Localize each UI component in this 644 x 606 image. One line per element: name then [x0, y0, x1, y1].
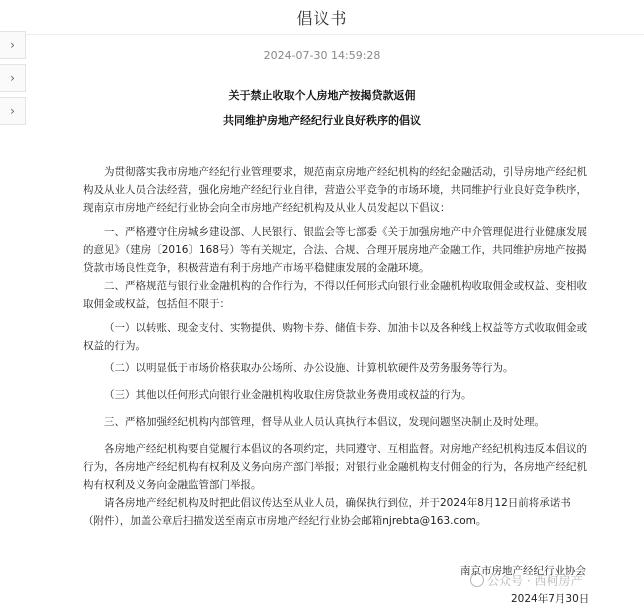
- title-divider: [26, 34, 644, 35]
- publish-timestamp: 2024-07-30 14:59:28: [263, 49, 381, 62]
- signature-organization: 南京市房地产经纪行业协会: [460, 565, 586, 577]
- paragraph-subitem-3: （三）其他以任何形式向银行业金融机构收取住房贷款业务费用或权益的行为。: [104, 389, 472, 401]
- wechat-icon: [470, 573, 484, 587]
- document-heading-line2: 共同维护房地产经纪行业良好秩序的倡议: [223, 114, 421, 127]
- paragraph-item-3: 三、严格加强经纪机构内部管理，督导从业人员认真执行本倡议，发现问题坚决制止及时处理。: [104, 416, 545, 428]
- paragraph-item-1: 一、严格遵守住房城乡建设部、人民银行、银监会等七部委《关于加强房地产中介管理促进行业健康发展的意见》（建房〔2016〕168号）等有关规定，合法、合规、合理开展房地产金融工作，共同维护房地产按揭贷款市场良性竞争，积极营造有利于房地产市场平稳健康发展的金融环境。: [83, 226, 587, 274]
- chevron-right-icon: ›: [10, 38, 15, 52]
- paragraph-intro: 为贯彻落实我市房地产经纪行业管理要求，规范南京房地产经纪机构的经纪金融活动，引导房地产经纪机构及从业人员合法经营，强化房地产经纪行业自律，营造公平竞争的市场环境，共同维护行业良好竞争秩序，现南京市房地产经纪行业协会向全市房地产经纪机构及从业人员发起以下倡议：: [83, 166, 587, 214]
- paragraph-subitem-1: （一）以转账、现金支付、实物提供、购物卡券、储值卡券、加油卡以及各种线上权益等方式收取佣金或权益的行为。: [83, 322, 587, 352]
- chevron-right-icon: ›: [10, 71, 15, 85]
- page-title: 倡议书: [296, 9, 348, 28]
- paragraph-subitem-2: （二）以明显低于市场价格获取办公场所、办公设施、计算机软硬件及劳务服务等行为。: [104, 362, 514, 374]
- document-date: 2024年7月30日: [511, 593, 590, 605]
- paragraph-item-2: 二、严格规范与银行业金融机构的合作行为，不得以任何形式向银行业金融机构收取佣金或权益、变相收取佣金或权益，包括但不限于：: [83, 280, 587, 310]
- document-heading-line1: 关于禁止收取个人房地产按揭贷款返佣: [228, 89, 416, 102]
- watermark-text: 公众号 · 西柯房产: [487, 574, 583, 588]
- chevron-right-icon: ›: [10, 104, 15, 118]
- watermark: [470, 572, 582, 589]
- paragraph-supervision: 各房地产经纪机构要自觉履行本倡议的各项约定，共同遵守、互相监督。对房地产经纪机构违反本倡议的行为，各房地产经纪机构有权利及义务向房产部门举报；对银行业金融机构支付佣金的行为，各房地产经纪机构有权利及义务向金融监管部门举报。: [83, 443, 587, 491]
- paragraph-closing: 请各房地产经纪机构及时把此倡议传达至从业人员，确保执行到位，并于2024年8月12日前将承诺书（附件），加盖公章后扫描发送至南京市房地产经纪行业协会邮箱njrebta@163.com。: [83, 497, 571, 527]
